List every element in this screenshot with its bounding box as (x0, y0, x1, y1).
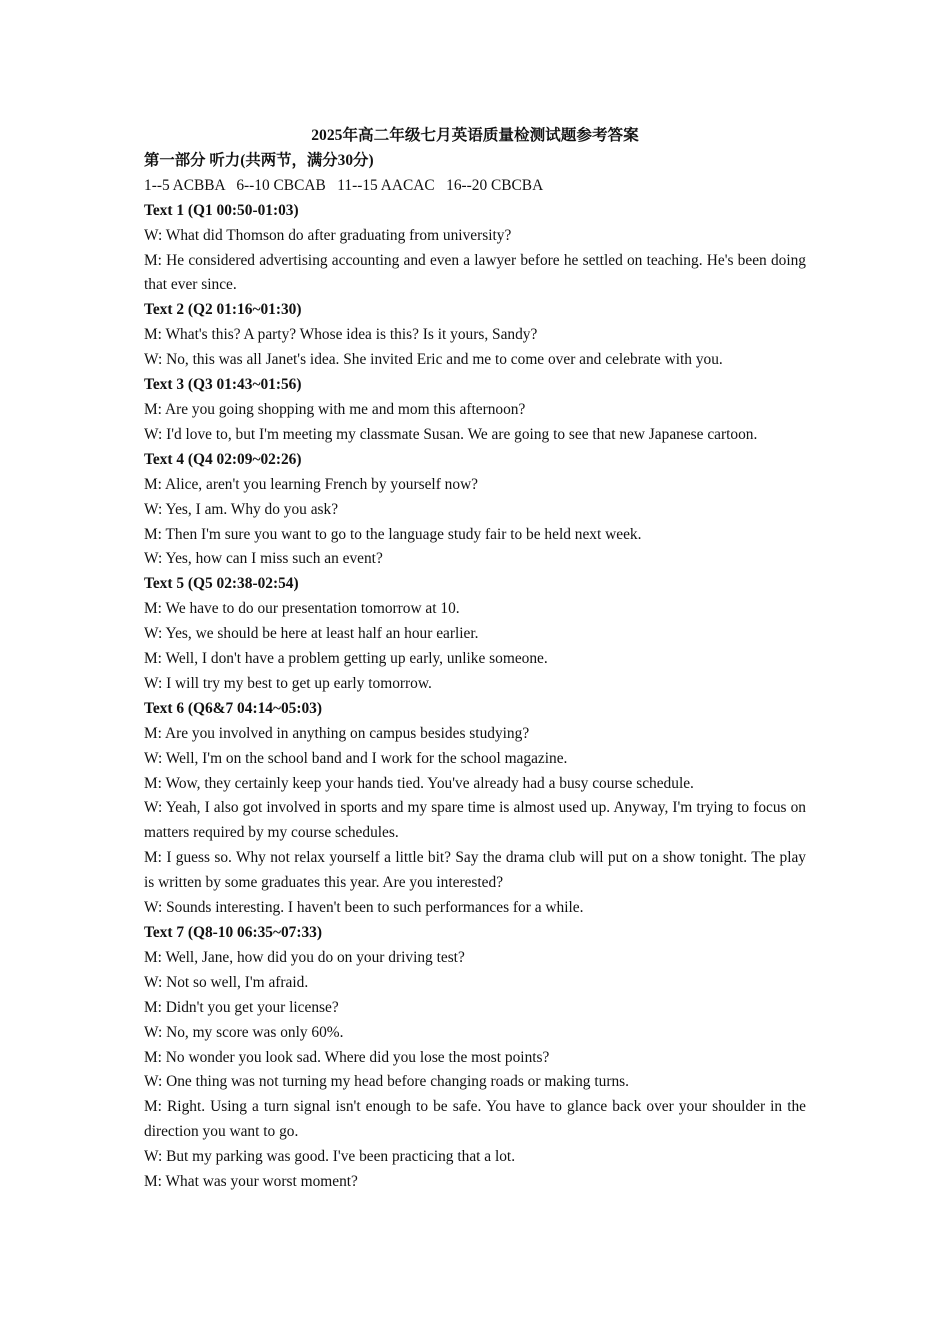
dialogue-line: W: I will try my best to get up early tomorrow. (144, 674, 432, 692)
dialogue-line: W: Yes, we should be here at least half an hour earlier. (144, 625, 479, 643)
text-5-section (144, 572, 806, 697)
dialogue-line: W: One thing was not turning my head before changing roads or making turns. (144, 1073, 629, 1091)
dialogue-line: W: I'd love to, but I'm meeting my classmate Susan. We are going to see that new Japanese cartoon. (144, 425, 758, 443)
dialogue-line: W: Well, I'm on the school band and I work for the school magazine. (144, 749, 568, 767)
dialogue-line: M: Right. Using a turn signal isn't enough to be safe. You have to glance back over your shoulder in the direction you want to go. (144, 1098, 806, 1141)
text-3-section (144, 373, 806, 448)
text-1-heading: Text 1 (Q1 00:50-01:03) (144, 201, 299, 219)
dialogue-line: W: Yes, how can I miss such an event? (144, 550, 383, 568)
dialogue-line: W: Not so well, I'm afraid. (144, 973, 309, 991)
text-6-section (144, 697, 806, 921)
text-2-heading: Text 2 (Q2 01:16~01:30) (144, 301, 302, 319)
text-7-heading: Text 7 (Q8-10 06:35~07:33) (144, 924, 322, 941)
text-4-heading: Text 4 (Q4 02:09~02:26) (144, 450, 302, 468)
text-5-heading: Text 5 (Q5 02:38-02:54) (144, 575, 299, 593)
dialogue-line: M: Well, Jane, how did you do on your driving test? (144, 948, 465, 966)
dialogue-line: M: I guess so. Why not relax yourself a little bit? Say the drama club will put on a show tonight. The play is written by some graduates this year. Are you interested? (144, 849, 806, 892)
dialogue-line: W: Yes, I am. Why do you ask? (144, 500, 339, 518)
dialogue-line: M: Are you involved in anything on campus besides studying? (144, 724, 530, 742)
text-7-section (144, 921, 806, 1195)
text-1-section (144, 199, 806, 299)
dialogue-line: M: We have to do our presentation tomorrow at 10. (144, 600, 460, 618)
part-one-answers: 1--5 ACBBA 6--10 CBCAB 11--15 AACAC 16--20 CBCBA (144, 176, 544, 194)
dialogue-line: W: What did Thomson do after graduating from university? (144, 226, 512, 244)
text-3-heading: Text 3 (Q3 01:43~01:56) (144, 376, 302, 394)
dialogue-line: W: No, this was all Janet's idea. She invited Eric and me to come over and celebrate with you. (144, 351, 723, 369)
text-2-section (144, 298, 806, 373)
dialogue-line: M: What was your worst moment? (144, 1173, 358, 1191)
dialogue-line: M: Well, I don't have a problem getting up early, unlike someone. (144, 650, 548, 668)
document-title: 2025年高二年级七月英语质量检测试题参考答案 (311, 127, 639, 144)
dialogue-line: W: No, my score was only 60%. (144, 1023, 344, 1041)
part-one-heading: 第一部分 听力(共两节，满分30分) (144, 151, 374, 169)
answer-document (144, 124, 806, 1195)
dialogue-line: M: He considered advertising accounting and even a lawyer before he settled on teaching. He's been doing that ever since. (144, 251, 806, 294)
dialogue-line: M: What's this? A party? Whose idea is this? Is it yours, Sandy? (144, 326, 538, 344)
dialogue-line: M: Are you going shopping with me and mom this afternoon? (144, 400, 526, 418)
text-6-heading: Text 6 (Q6&7 04:14~05:03) (144, 699, 322, 717)
dialogue-line: W: Yeah, I also got involved in sports and my spare time is almost used up. Anyway, I'm trying to focus on matters required by my course schedules. (144, 799, 806, 842)
dialogue-line: M: Wow, they certainly keep your hands tied. You've already had a busy course schedule. (144, 774, 694, 792)
dialogue-line: M: Alice, aren't you learning French by yourself now? (144, 475, 479, 493)
dialogue-line: W: But my parking was good. I've been practicing that a lot. (144, 1148, 516, 1166)
dialogue-line: W: Sounds interesting. I haven't been to such performances for a while. (144, 899, 584, 917)
dialogue-line: M: Then I'm sure you want to go to the language study fair to be held next week. (144, 525, 642, 543)
dialogue-line: M: No wonder you look sad. Where did you lose the most points? (144, 1048, 550, 1066)
text-4-section (144, 448, 806, 573)
dialogue-line: M: Didn't you get your license? (144, 998, 339, 1016)
